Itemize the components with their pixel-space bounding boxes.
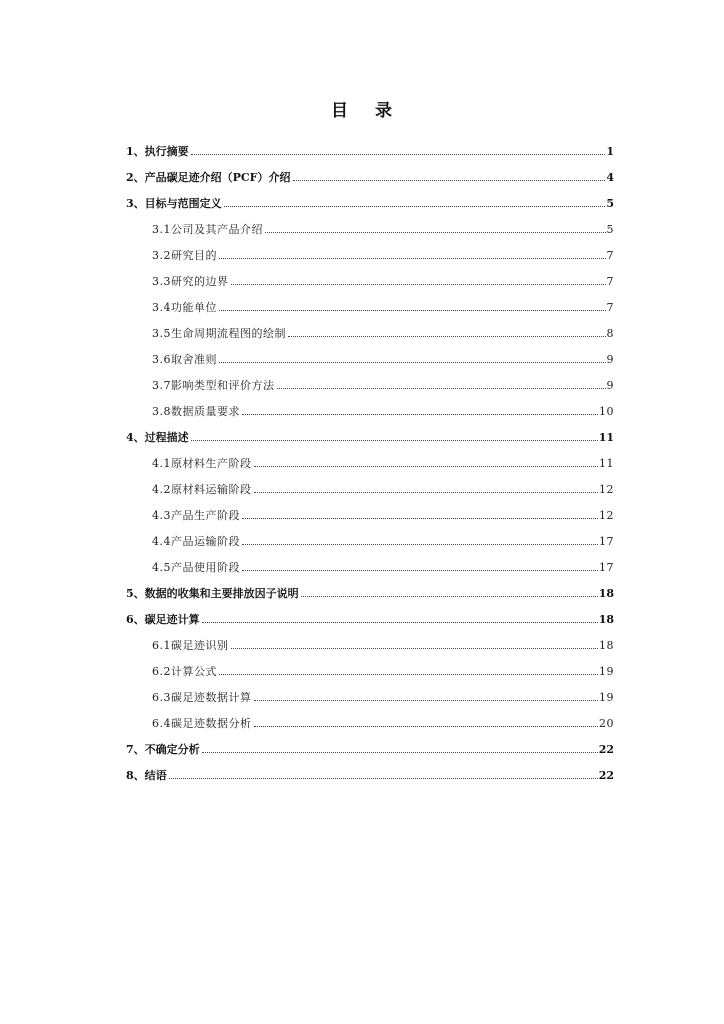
toc-entry-number: 4.5: [152, 561, 171, 574]
toc-entry-label: 产品生产阶段: [171, 509, 240, 522]
toc-entry-page-number: 19: [599, 691, 614, 704]
toc-entry-subsection[interactable]: [126, 210, 614, 236]
toc-entry-subsection[interactable]: [126, 288, 614, 314]
toc-entry-subsection[interactable]: [126, 444, 614, 470]
toc-entry-subsection[interactable]: [126, 392, 614, 418]
toc-entry-number: 6、: [126, 613, 145, 626]
toc-entry-label: 产品运输阶段: [171, 535, 240, 548]
toc-leader-dots: [242, 569, 598, 571]
toc-entry-number: 3.5: [152, 327, 171, 340]
toc-entry-subsection[interactable]: [126, 314, 614, 340]
toc-leader-dots: [202, 751, 598, 753]
toc-entry-number: 6.1: [152, 639, 171, 652]
toc-entry-number: 3.2: [152, 249, 171, 262]
toc-entry-label: 执行摘要: [144, 145, 189, 158]
toc-entry-label: 生命周期流程图的绘制: [171, 327, 286, 340]
toc-entry-subsection[interactable]: [126, 652, 614, 678]
toc-entry-number: 1、: [126, 145, 145, 158]
toc-entry-subsection[interactable]: [126, 366, 614, 392]
toc-entry-number: 3.1: [152, 223, 171, 236]
toc-entry-section[interactable]: [126, 184, 614, 210]
toc-entry-number: 3.7: [152, 379, 171, 392]
toc-entry-label: 目标与范围定义: [144, 197, 222, 210]
toc-leader-dots: [254, 491, 599, 493]
toc-entry-page-number: 7: [606, 301, 614, 314]
table-of-contents: [126, 132, 614, 782]
toc-entry-page-number: 18: [599, 639, 614, 652]
toc-entry-label: 不确定分析: [144, 743, 200, 756]
toc-entry-page-number: 22: [598, 743, 614, 756]
toc-entry-number: 3.6: [152, 353, 171, 366]
toc-entry-number: 8、: [126, 769, 145, 782]
toc-entry-page-number: 4: [606, 171, 614, 184]
toc-entry-label: 影响类型和评价方法: [171, 379, 275, 392]
toc-entry-number: 6.2: [152, 665, 171, 678]
toc-leader-dots: [202, 621, 598, 623]
toc-entry-label: 过程描述: [144, 431, 189, 444]
toc-leader-dots: [265, 231, 606, 233]
toc-leader-dots: [219, 673, 598, 675]
toc-entry-number: 4.2: [152, 483, 171, 496]
toc-leader-dots: [191, 153, 606, 155]
toc-entry-page-number: 18: [598, 613, 614, 626]
toc-entry-subsection[interactable]: [126, 262, 614, 288]
toc-entry-number: 7、: [126, 743, 145, 756]
toc-entry-section[interactable]: [126, 730, 614, 756]
toc-entry-subsection[interactable]: [126, 522, 614, 548]
toc-entry-number: 3、: [126, 197, 145, 210]
toc-leader-dots: [254, 725, 599, 727]
toc-leader-dots: [293, 179, 606, 181]
toc-entry-page-number: 12: [599, 483, 614, 496]
toc-entry-page-number: 17: [599, 535, 614, 548]
toc-entry-page-number: 5: [606, 197, 614, 210]
toc-entry-label: 公司及其产品介绍: [171, 223, 263, 236]
toc-entry-number: 3.3: [152, 275, 171, 288]
toc-entry-subsection[interactable]: [126, 626, 614, 652]
toc-entry-section[interactable]: [126, 418, 614, 444]
toc-leader-dots: [219, 309, 606, 311]
toc-entry-number: 4.1: [152, 457, 171, 470]
toc-entry-label: 取舍准则: [171, 353, 217, 366]
toc-leader-dots: [169, 777, 598, 779]
toc-entry-label: 数据的收集和主要排放因子说明: [144, 587, 299, 600]
toc-entry-label: 原材料运输阶段: [171, 483, 252, 496]
toc-leader-dots: [191, 439, 598, 441]
toc-entry-subsection[interactable]: [126, 236, 614, 262]
toc-entry-page-number: 18: [598, 587, 614, 600]
toc-entry-page-number: 8: [606, 327, 614, 340]
toc-entry-label: 碳足迹数据计算: [171, 691, 252, 704]
toc-leader-dots: [254, 465, 599, 467]
toc-entry-label: 产品碳足迹介绍（PCF）介绍: [144, 171, 291, 184]
toc-entry-page-number: 11: [598, 431, 614, 444]
toc-entry-page-number: 17: [599, 561, 614, 574]
toc-entry-number: 5、: [126, 587, 145, 600]
toc-entry-label: 产品使用阶段: [171, 561, 240, 574]
toc-leader-dots: [231, 283, 606, 285]
toc-entry-page-number: 5: [606, 223, 614, 236]
toc-entry-section[interactable]: [126, 574, 614, 600]
toc-entry-page-number: 10: [599, 405, 614, 418]
toc-entry-page-number: 1: [606, 145, 614, 158]
toc-entry-section[interactable]: [126, 158, 614, 184]
toc-entry-page-number: 7: [606, 275, 614, 288]
toc-entry-page-number: 11: [599, 457, 614, 470]
toc-leader-dots: [224, 205, 606, 207]
toc-entry-label: 研究目的: [171, 249, 217, 262]
toc-entry-number: 4.4: [152, 535, 171, 548]
toc-entry-label: 碳足迹数据分析: [171, 717, 252, 730]
toc-leader-dots: [219, 361, 606, 363]
toc-entry-page-number: 9: [606, 379, 614, 392]
toc-title-part1: 目: [331, 101, 349, 121]
toc-leader-dots: [242, 543, 598, 545]
toc-entry-number: 2、: [126, 171, 145, 184]
toc-entry-number: 3.8: [152, 405, 171, 418]
toc-entry-label: 碳足迹识别: [171, 639, 229, 652]
toc-entry-number: 6.4: [152, 717, 171, 730]
toc-entry-label: 数据质量要求: [171, 405, 240, 418]
toc-entry-label: 计算公式: [171, 665, 217, 678]
toc-leader-dots: [242, 413, 598, 415]
toc-entry-page-number: 7: [606, 249, 614, 262]
toc-entry-subsection[interactable]: [126, 678, 614, 704]
toc-entry-label: 功能单位: [171, 301, 217, 314]
toc-title-part2: 录: [375, 101, 393, 121]
toc-entry-number: 6.3: [152, 691, 171, 704]
toc-leader-dots: [254, 699, 599, 701]
toc-entry-number: 4.3: [152, 509, 171, 522]
toc-leader-dots: [219, 257, 606, 259]
toc-leader-dots: [301, 595, 598, 597]
toc-entry-label: 碳足迹计算: [144, 613, 200, 626]
toc-entry-section[interactable]: [126, 756, 614, 782]
toc-entry-label: 原材料生产阶段: [171, 457, 252, 470]
toc-entry-page-number: 9: [606, 353, 614, 366]
toc-entry-section[interactable]: [126, 600, 614, 626]
toc-entry-label: 结语: [144, 769, 167, 782]
toc-leader-dots: [277, 387, 606, 389]
toc-title: [0, 96, 724, 121]
toc-leader-dots: [288, 335, 606, 337]
toc-entry-number: 4、: [126, 431, 145, 444]
toc-entry-subsection[interactable]: [126, 548, 614, 574]
toc-entry-section[interactable]: [126, 132, 614, 158]
toc-entry-page-number: 20: [599, 717, 614, 730]
toc-entry-page-number: 19: [599, 665, 614, 678]
toc-leader-dots: [231, 647, 599, 649]
toc-entry-label: 研究的边界: [171, 275, 229, 288]
toc-entry-subsection[interactable]: [126, 496, 614, 522]
toc-entry-subsection[interactable]: [126, 470, 614, 496]
toc-leader-dots: [242, 517, 598, 519]
toc-entry-subsection[interactable]: [126, 340, 614, 366]
toc-entry-page-number: 12: [599, 509, 614, 522]
toc-entry-number: 3.4: [152, 301, 171, 314]
toc-entry-page-number: 22: [598, 769, 614, 782]
toc-entry-subsection[interactable]: [126, 704, 614, 730]
